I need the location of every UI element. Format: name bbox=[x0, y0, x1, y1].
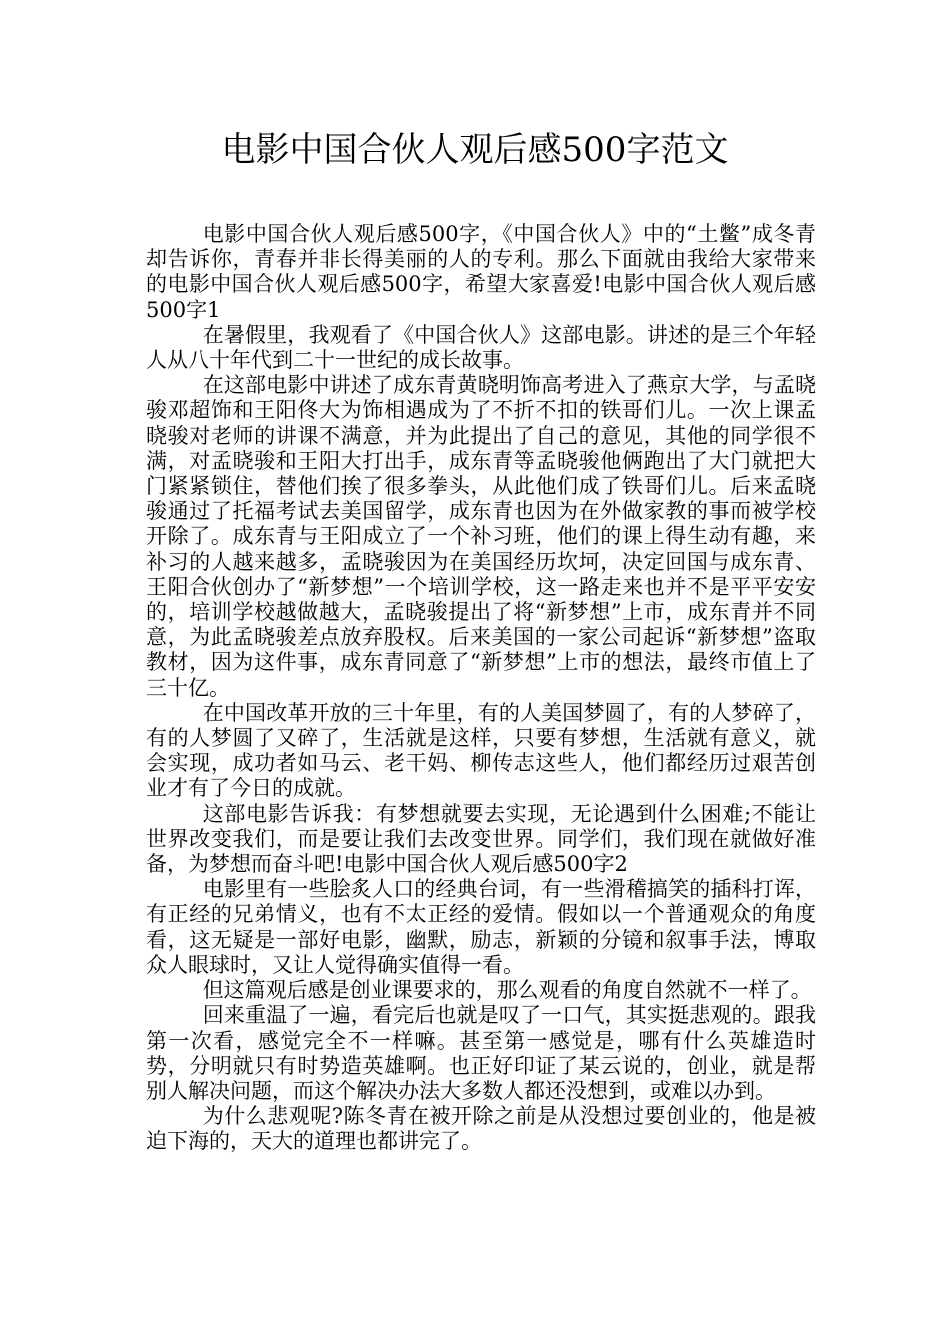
paragraph: 回来重温了一遍，看完后也就是叹了一口气，其实挺悲观的。跟我第一次看，感觉完全不一样嘛。甚至第一感觉是，哪有什么英雄造时势，分明就只有时势造英雄啊。也正好印证了某云说的，创业，就是帮别人解决问题，而这个解决办法大多数人都还没想到，或难以办到。 bbox=[146, 1003, 816, 1103]
document-body bbox=[146, 222, 816, 1155]
paragraph: 电影里有一些脍炙人口的经典台词，有一些滑稽搞笑的插科打诨，有正经的兄弟情义，也有不太正经的爱情。假如以一个普通观众的角度看，这无疑是一部好电影，幽默，励志，新颖的分镜和叙事手法，博取众人眼球时，又让人觉得确实值得一看。 bbox=[146, 877, 816, 977]
paragraph: 电影中国合伙人观后感500字，《中国合伙人》中的“土鳖”成冬青却告诉你，青春并非长得美丽的人的专利。那么下面就由我给大家带来的电影中国合伙人观后感500字，希望大家喜爱!电影中国合伙人观后感500字1 bbox=[146, 222, 816, 322]
document-title: 电影中国合伙人观后感500字范文 bbox=[221, 130, 729, 170]
paragraph: 但这篇观后感是创业课要求的，那么观看的角度自然就不一样了。 bbox=[202, 978, 812, 1003]
paragraph: 为什么悲观呢?陈冬青在被开除之前是从没想过要创业的，他是被迫下海的，天大的道理也都讲完了。 bbox=[146, 1104, 816, 1154]
paragraph: 在这部电影中讲述了成东青黄晓明饰高考进入了燕京大学，与孟晓骏邓超饰和王阳佟大为饰相遇成为了不折不扣的铁哥们儿。一次上课孟晓骏对老师的讲课不满意，并为此提出了自己的意见，其他的同学很不满，对孟晓骏和王阳大打出手，成东青等孟晓骏他俩跑出了大门就把大门紧紧锁住，替他们挨了很多拳头，从此他们成了铁哥们儿。后来孟晓骏通过了托福考试去美国留学，成东青也因为在外做家教的事而被学校开除了。成东青与王阳成立了一个补习班，他们的课上得生动有趣，来补习的人越来越多，孟晓骏因为在美国经历坎坷，决定回国与成东青、王阳合伙创办了“新梦想”一个培训学校，这一路走来也并不是平平安安的，培训学校越做越大，孟晓骏提出了将“新梦想”上市，成东青并不同意，为此孟晓骏差点放弃股权。后来美国的一家公司起诉“新梦想”盗取教材，因为这件事，成东青同意了“新梦想”上市的想法，最终市值上了三十亿。 bbox=[146, 373, 816, 700]
paragraph: 在中国改革开放的三十年里，有的人美国梦圆了，有的人梦碎了，有的人梦圆了又碎了，生活就是这样，只要有梦想，生活就有意义，就会实现，成功者如马云、老干妈、柳传志这些人，他们都经历过艰苦创业才有了今日的成就。 bbox=[146, 700, 816, 801]
paragraph: 在暑假里，我观看了《中国合伙人》这部电影。讲述的是三个年轻人从八十年代到二十一世纪的成长故事。 bbox=[146, 322, 816, 373]
paragraph: 这部电影告诉我：有梦想就要去实现，无论遇到什么困难;不能让世界改变我们，而是要让我们去改变世界。同学们，我们现在就做好准备，为梦想而奋斗吧!电影中国合伙人观后感500字2 bbox=[146, 801, 816, 877]
